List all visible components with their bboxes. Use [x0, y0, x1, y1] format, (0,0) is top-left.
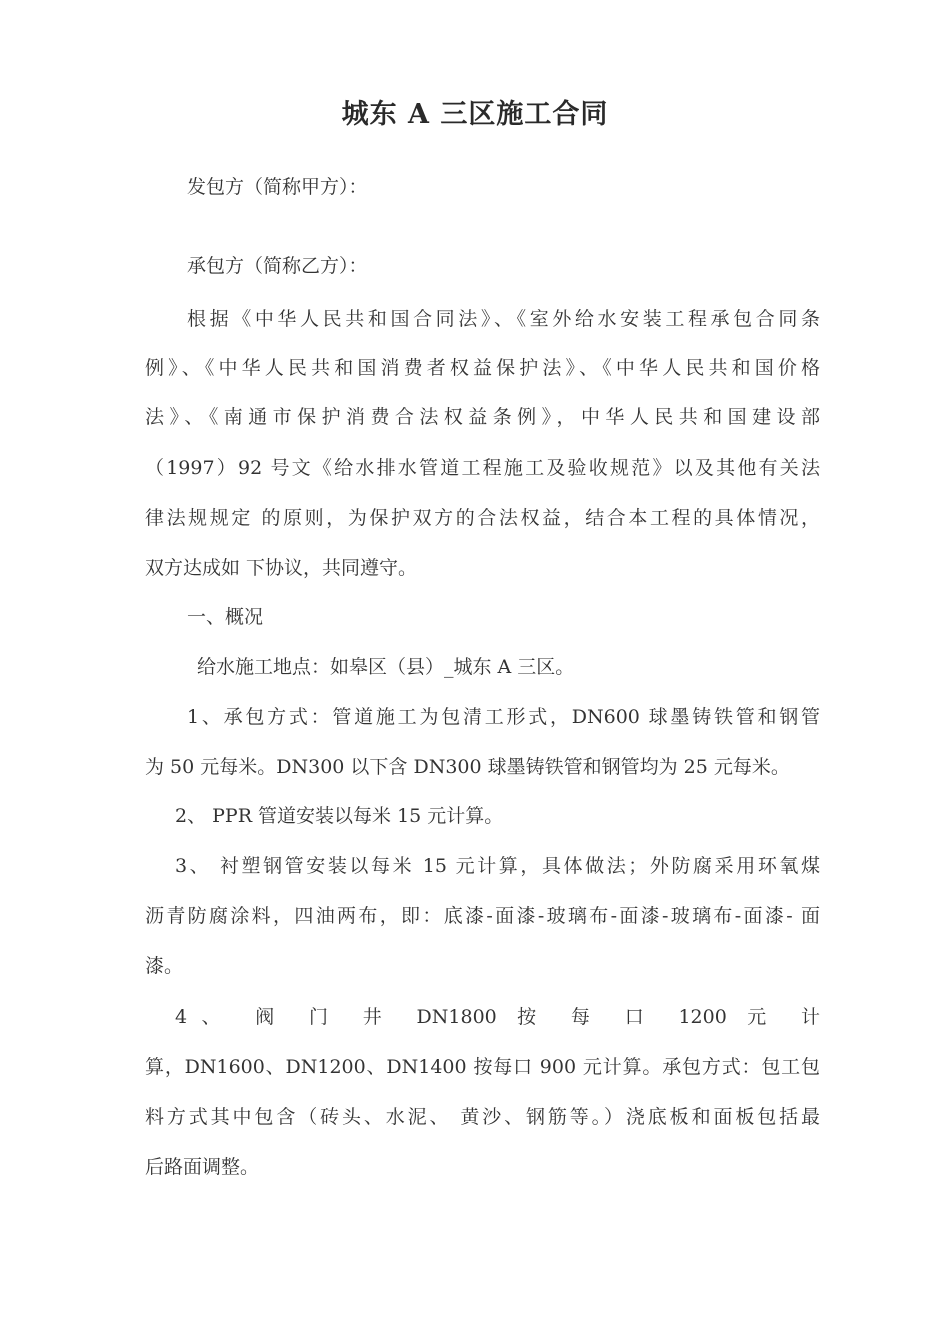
preamble-line: 法》、《南通市保护消费合法权益条例》，中华人民共和国建设部: [145, 406, 820, 428]
document-title: 城东 A 三区施工合同: [341, 99, 609, 130]
preamble-line: 根据《中华人民共和国合同法》、《室外给水安装工程承包合同条: [187, 308, 820, 330]
party-b-line: 承包方（简称乙方）：: [187, 255, 368, 277]
item-3-line: 3、 衬塑钢管安装以每米 15 元计算，具体做法；外防腐采用环氧煤: [175, 855, 820, 877]
preamble-line: （1997）92 号文《给水排水管道工程施工及验收规范》以及其他有关法: [145, 457, 820, 479]
preamble-line: 双方达成如 下协议，共同遵守。: [145, 557, 418, 579]
item-3-line: 沥青防腐涂料，四油两布，即：底漆-面漆-玻璃布-面漆-玻璃布-面漆- 面: [145, 905, 820, 927]
item-3-line: 漆。: [145, 955, 184, 977]
item-4-line: 料方式其中包含（砖头、水泥、 黄沙、钢筋等。）浇底板和面板包括最: [145, 1106, 820, 1128]
item-4-line: 后路面调整。: [145, 1156, 260, 1178]
item-1-line: 为 50 元每米。DN300 以下含 DN300 球墨铸铁管和钢管均为 25 元每米。: [145, 756, 790, 778]
item-1-line: 1、承包方式：管道施工为包清工形式，DN600 球墨铸铁管和钢管: [187, 706, 820, 728]
site-line: 给水施工地点：如皋区（县）_城东 A 三区。: [197, 656, 575, 678]
item-2-line: 2、 PPR 管道安装以每米 15 元计算。: [175, 805, 504, 827]
item-4-line: 4、 阀 门 井 DN1800 按 每 口 1200 元 计: [175, 1006, 820, 1028]
section-heading: 一、概况: [187, 606, 264, 628]
item-4-line: 算，DN1600、DN1200、DN1400 按每口 900 元计算。承包方式：包工包: [145, 1056, 820, 1078]
party-a-line: 发包方（简称甲方）：: [187, 176, 368, 198]
preamble-line: 例》、《中华人民共和国消费者权益保护法》、《中华人民共和国价格: [145, 357, 820, 379]
preamble-line: 律法规规定 的原则，为保护双方的合法权益，结合本工程的具体情况，: [145, 507, 820, 529]
